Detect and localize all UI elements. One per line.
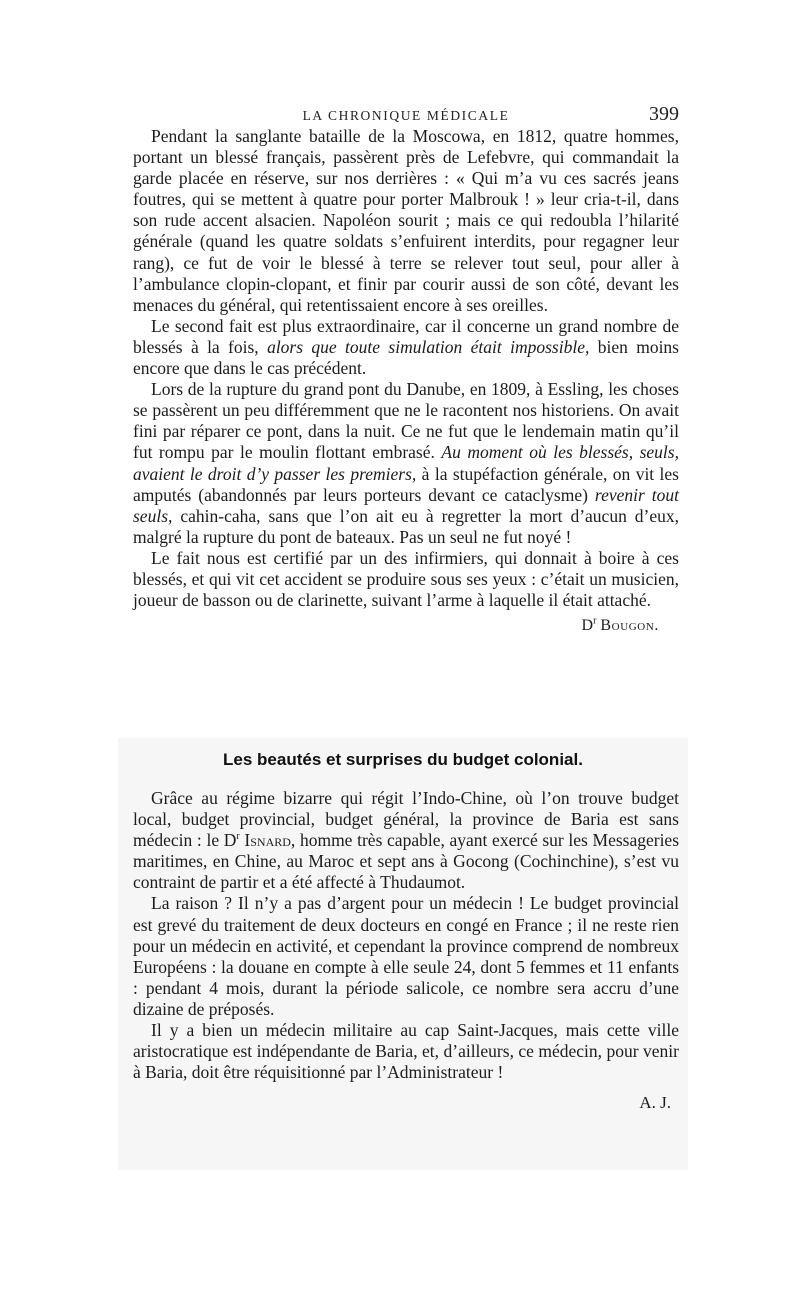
italic-text: revenir tout seuls, — [133, 484, 679, 526]
superscript: r — [236, 831, 240, 843]
author-signature — [133, 617, 679, 635]
signature-superscript: r — [593, 615, 597, 627]
paragraph-text: homme très capable, ayant exercé sur les Messageries maritimes, en Chine, au Maroc et sept ans à Gocong (Cochinchine), s’est vu contraint de partir et a été affecté à Thudaumot. — [133, 830, 680, 893]
article-moscowa — [133, 126, 679, 635]
page-number: 399 — [649, 103, 679, 125]
paragraph: La raison ? Il n’y a pas d’argent pour un médecin ! Le budget provincial est grevé du traitement de deux docteurs en congé en France ; il ne reste rien pour un médecin en activité, et cependant la province comprend de nombreux Européens : la douane en compte à elle seule 24, dont 5 femmes et 11 enfants : pendant 4 mois, durant la période salicole, ce nombre sera accru d’une dizaine de préposés. — [133, 893, 679, 1019]
italic-text: Au moment où les blessés, seuls, avaient le droit d’y passer les premiers, — [133, 442, 679, 484]
article-budget-colonial — [133, 788, 679, 1113]
italic-text: alors que toute simulation était impossible, — [267, 336, 590, 357]
paragraph-text: bien moins encore que dans le cas précédent. — [133, 336, 679, 379]
paragraph: Le fait nous est certifié par un des infirmiers, qui donnait à boire à ces blessés, et qui vit cet accident se produire sous ses yeux : c’était un musicien, joueur de basson ou de clarinette, suivant l’arme à laquelle il était attaché. — [133, 547, 679, 611]
paragraph-text: Le second fait est plus extraordinaire, car il concerne un grand nombre de blessés à la fois, — [133, 315, 679, 357]
author-signature: A. J. — [639, 1093, 671, 1113]
paragraph-text: à la stupéfaction générale, on vit les amputés (abandonnés par leurs porteurs devant ce cataclysme) — [133, 463, 679, 505]
running-title: LA CHRONIQUE MÉDICALE — [302, 108, 510, 123]
paragraph-text: Grâce au régime bizarre qui régit l’Indo-Chine, où l’on trouve budget local, budget provincial, budget général, la province de Baria est sans médecin : le D — [133, 788, 679, 851]
signature-prefix: D — [581, 617, 594, 635]
person-name: Isnard, — [244, 830, 296, 851]
signature-name: Bougon. — [600, 617, 659, 635]
paragraph — [133, 788, 679, 893]
paragraph-text: Lors de la rupture du grand pont du Danube, en 1809, à Essling, les choses se passèrent un peu différemment que ne le racontent nos historiens. On avait fini par réparer ce pont, dans la nuit. Ce ne fut que le lendemain matin qu’il fut rompu par le moulin flottant embrasé. — [133, 379, 679, 463]
section-title: Les beautés et surprises du budget colonial. — [223, 750, 583, 769]
paragraph: Pendant la sanglante bataille de la Moscowa, en 1812, quatre hommes, portant un blessé français, passèrent près de Lefebvre, qui commandait la garde placée en réserve, sur nos derrières : « Qui m’a vu ces sacrés jeans foutres, qui se mettent à quatre pour porter Malbrouk ! » leur cria-t-il, dans son rude accent alsacien. Napoléon sourit ; mais ce qui redoubla l’hilarité générale (quand les quatre soldats s’enfuirent interdits, pour regagner leur rang), ce fut de voir le blessé à terre se relever tout seul, pour aller à l’ambulance clopin-clopant, et finir par courir aussi de son côté, devant les menaces du général, qui retentissaient encore à ses oreilles. — [133, 126, 679, 315]
paragraph-text: cahin-caha, sans que l’on ait eu à regretter la mort d’aucun d’eux, malgré la rupture du pont de bateaux. Pas un seul ne fut noyé ! — [133, 505, 679, 547]
paragraph — [133, 316, 679, 379]
paragraph: Il y a bien un médecin militaire au cap Saint-Jacques, mais cette ville aristocratique est indépendante de Baria, et, d’ailleurs, ce médecin, pour venir à Baria, doit être réquisitionné par l’Administrateur ! — [133, 1020, 679, 1083]
paragraph — [133, 379, 679, 548]
